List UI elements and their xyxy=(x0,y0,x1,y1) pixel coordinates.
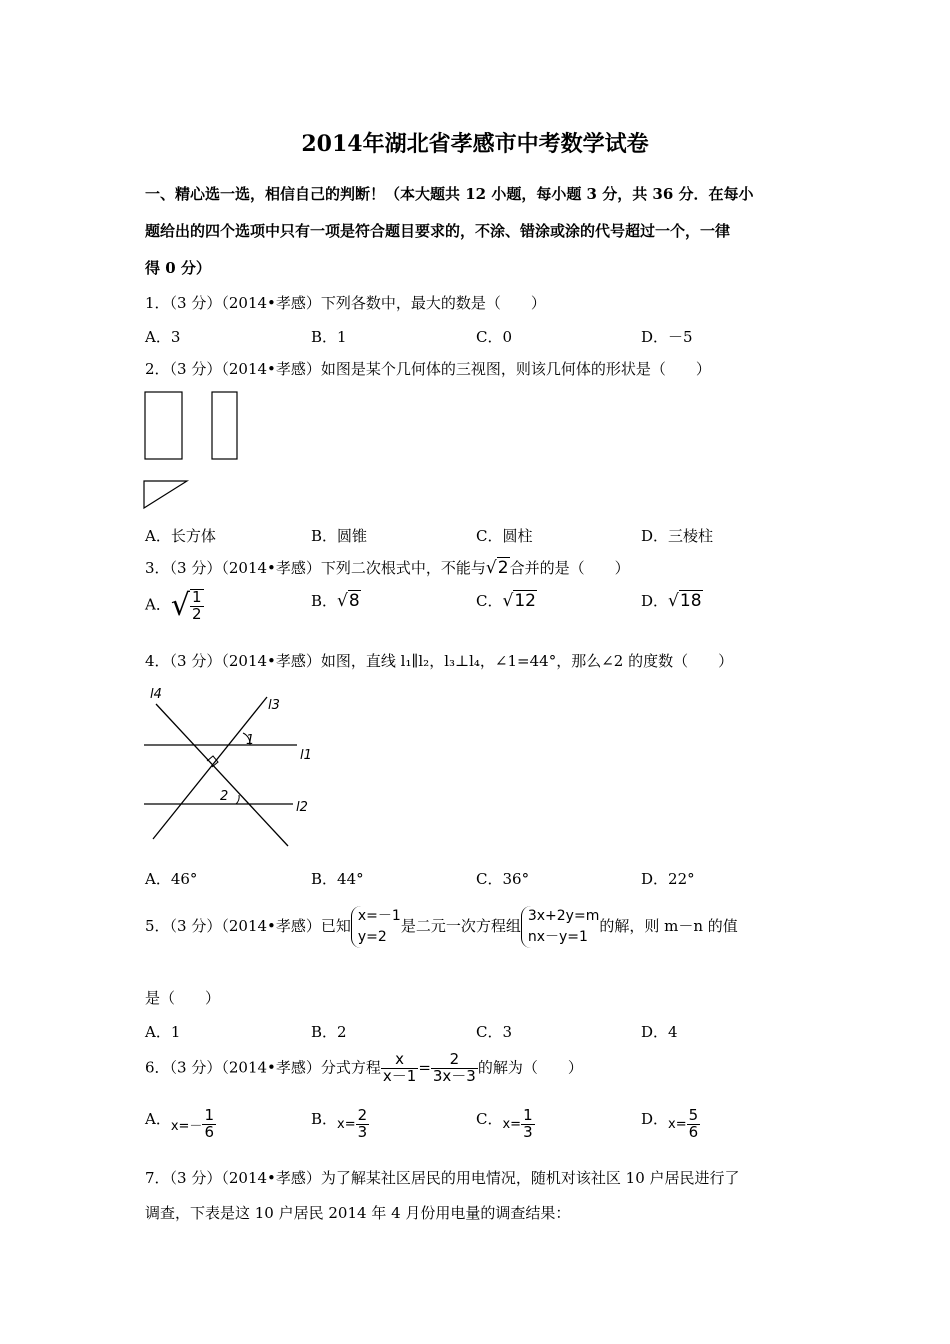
parallel-lines-figure xyxy=(140,683,320,853)
label-angle-1: 1 xyxy=(246,733,255,748)
q4-option-d: D．22° xyxy=(641,870,695,888)
q5-option-a: A．1 xyxy=(145,1023,181,1041)
q6-option-a: A．x=－ $\frac{1}{6}$ xyxy=(145,1106,214,1141)
q6-option-d: D．x= $\frac{5}{6}$ xyxy=(641,1106,699,1141)
question-4-stem: 4．（3 分）（2014•孝感）如图，直线 l₁∥l₂，l₃⊥l₄，∠1=44°，那么∠2 的度数（ ） xyxy=(145,652,734,670)
q3-stem-text: 3．（3 分）（2014•孝感）下列二次根式中，不能与 xyxy=(145,559,486,577)
q3-option-c: C．√12 xyxy=(476,591,536,611)
q4-option-c: C．36° xyxy=(476,870,530,888)
sqrt-expression: √2 xyxy=(485,558,509,578)
line-l4 xyxy=(156,704,288,846)
q6-option-b: B．x= $\frac{2}{3}$ xyxy=(311,1106,368,1141)
page-title: 2014年湖北省孝感市中考数学试卷 xyxy=(301,131,649,157)
angle-2-arc xyxy=(236,795,239,804)
label-l3: l3 xyxy=(268,698,280,713)
question-2-stem: 2．（3 分）（2014•孝感）如图是某个几何体的三视图，则该几何体的形状是（ ） xyxy=(145,360,711,378)
q2-option-d: D．三棱柱 xyxy=(641,527,714,545)
section-header-line3: 得 0 分） xyxy=(145,259,211,277)
question-1-stem: 1．（3 分）（2014•孝感）下列各数中，最大的数是（ ） xyxy=(145,294,546,312)
rhs-fraction: $\frac{2}{3x-3}$ xyxy=(432,1050,476,1085)
system-solution: x=－1 y=2 xyxy=(351,906,401,948)
q2-option-b: B．圆锥 xyxy=(311,527,368,545)
q4-option-b: B．44° xyxy=(311,870,364,888)
side-view-rectangle xyxy=(212,392,237,459)
question-7-stem-line1: 7．（3 分）（2014•孝感）为了解某社区居民的用电情况，随机对该社区 10 户居民进行了 xyxy=(145,1169,740,1187)
front-view-rectangle xyxy=(145,392,182,459)
three-views-figure xyxy=(140,388,250,514)
question-3-stem xyxy=(145,557,630,578)
q3-option-b: B．√8 xyxy=(311,591,360,611)
q2-option-a: A．长方体 xyxy=(145,527,216,545)
question-6-stem: 6．（3 分）（2014•孝感）分式方程 $\frac{x}{x-1}$ = $\frac{2}{3x-3}$ 的解为（ ） xyxy=(145,1050,583,1085)
q3-option-d: D．√18 xyxy=(641,591,702,611)
q5-option-d: D．4 xyxy=(641,1023,678,1041)
q1-option-a: A．3 xyxy=(145,328,181,346)
q6-option-c: C．x= $\frac{1}{3}$ xyxy=(476,1106,533,1141)
section-header-line2: 题给出的四个选项中只有一项是符合题目要求的，不涂、错涂或涂的代号超过一个，一律 xyxy=(145,222,731,240)
system-equations: 3x+2y=m nx－y=1 xyxy=(521,906,599,948)
q1-option-c: C．0 xyxy=(476,328,513,346)
q1-option-d: D．－5 xyxy=(641,328,693,346)
q5-option-b: B．2 xyxy=(311,1023,347,1041)
label-l2: l2 xyxy=(296,800,308,815)
question-5-stem: 5．（3 分）（2014•孝感）已知x=－1 y=2是二元一次方程组3x+2y=m nx－y=1的解，则 m－n 的值 xyxy=(145,906,738,948)
question-7-stem-line2: 调查，下表是这 10 户居民 2014 年 4 月份用电量的调查结果： xyxy=(145,1204,571,1222)
question-5-stem-line2: 是（ ） xyxy=(145,989,221,1007)
q1-option-b: B．1 xyxy=(311,328,347,346)
q3-option-a: A．√ $\frac{1}{2}$ xyxy=(145,587,202,623)
q2-option-c: C．圆柱 xyxy=(476,527,533,545)
q3-stem-text-end: 合并的是（ ） xyxy=(509,559,630,577)
top-view-triangle xyxy=(144,481,187,508)
q4-option-a: A．46° xyxy=(145,870,198,888)
label-l1: l1 xyxy=(300,748,312,763)
q5-option-c: C．3 xyxy=(476,1023,513,1041)
label-angle-2: 2 xyxy=(220,789,229,804)
section-header-line1: 一、精心选一选，相信自己的判断！（本大题共 12 小题，每小题 3 分，共 36 分．在每小 xyxy=(145,185,754,203)
lhs-fraction: $\frac{x}{x-1}$ xyxy=(382,1050,417,1085)
label-l4: l4 xyxy=(150,687,162,702)
